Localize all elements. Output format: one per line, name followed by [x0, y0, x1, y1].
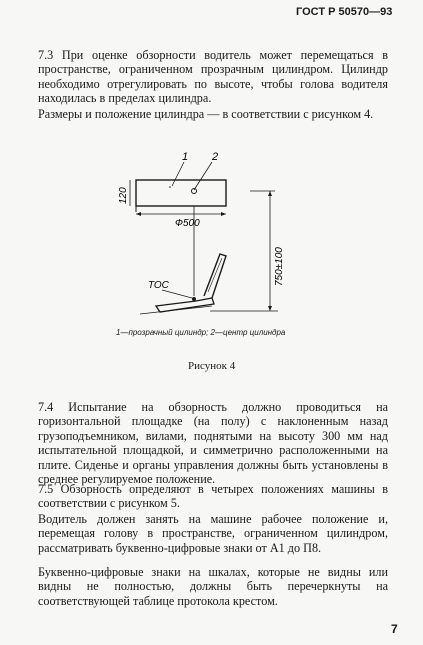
leader-2 [194, 162, 212, 190]
paragraph-figure-ref: Размеры и положение цилиндра — в соответствии с рисунком 4. [38, 107, 374, 121]
toc-label: ТОС [148, 280, 169, 291]
seat-back [204, 254, 226, 298]
page-number: 7 [391, 622, 398, 636]
figure-caption: 1—прозрачный цилиндр; 2—центр цилиндра [116, 328, 286, 337]
label-2: 2 [212, 151, 219, 163]
cylinder-outline [136, 180, 226, 206]
paragraph-7-3: 7.3 При оценке обзорности водитель может перемещаться в пространстве, ограниченном прозрачным цилиндром. Цилиндр необходимо отрегулировать по высоте, чтобы голова водителя находилась в пределах цилиндра. [38, 48, 388, 106]
document-header: ГОСТ Р 50570—93 [296, 6, 393, 18]
height-left-label: 120 [118, 187, 129, 204]
leader-1 [172, 162, 184, 186]
figure-title: Рисунок 4 [188, 360, 236, 372]
toc-point [192, 297, 196, 301]
seat-cushion [156, 298, 214, 312]
diameter-label: Ф500 [175, 218, 200, 229]
label-1: 1 [182, 151, 189, 163]
height-right-label: 750±100 [274, 247, 285, 286]
paragraph-scales: Буквенно-цифровые знаки на шкалах, которые не видны или видны не полностью, должны быть перечеркнуты на соответствующей таблице протокола крестом. [38, 565, 388, 608]
paragraph-7-5: 7.5 Обзорность определяют в четырех положениях машины в соответствии с рисунком 5. [38, 482, 388, 511]
cylinder-diagram [100, 146, 340, 346]
cylinder-center [192, 189, 197, 194]
paragraph-7-4: 7.4 Испытание на обзорность должно проводиться на горизонтальной площадке (на полу) с наклоненным назад грузоподъемником, вилами, поднятыми на высоту 300 мм над испытательной площадкой, и симметрично расположенными на плите. Сиденье и органы управления должны быть установлены в среднее регулируемое положение. [38, 400, 388, 487]
figure-4-diagram [100, 146, 340, 346]
paragraph-driver: Водитель должен занять на машине рабочее положение и, перемещая голову в пространстве, ограниченном цилиндром, рассматривать буквенно-цифровые знаки от А1 до П8. [38, 512, 388, 555]
